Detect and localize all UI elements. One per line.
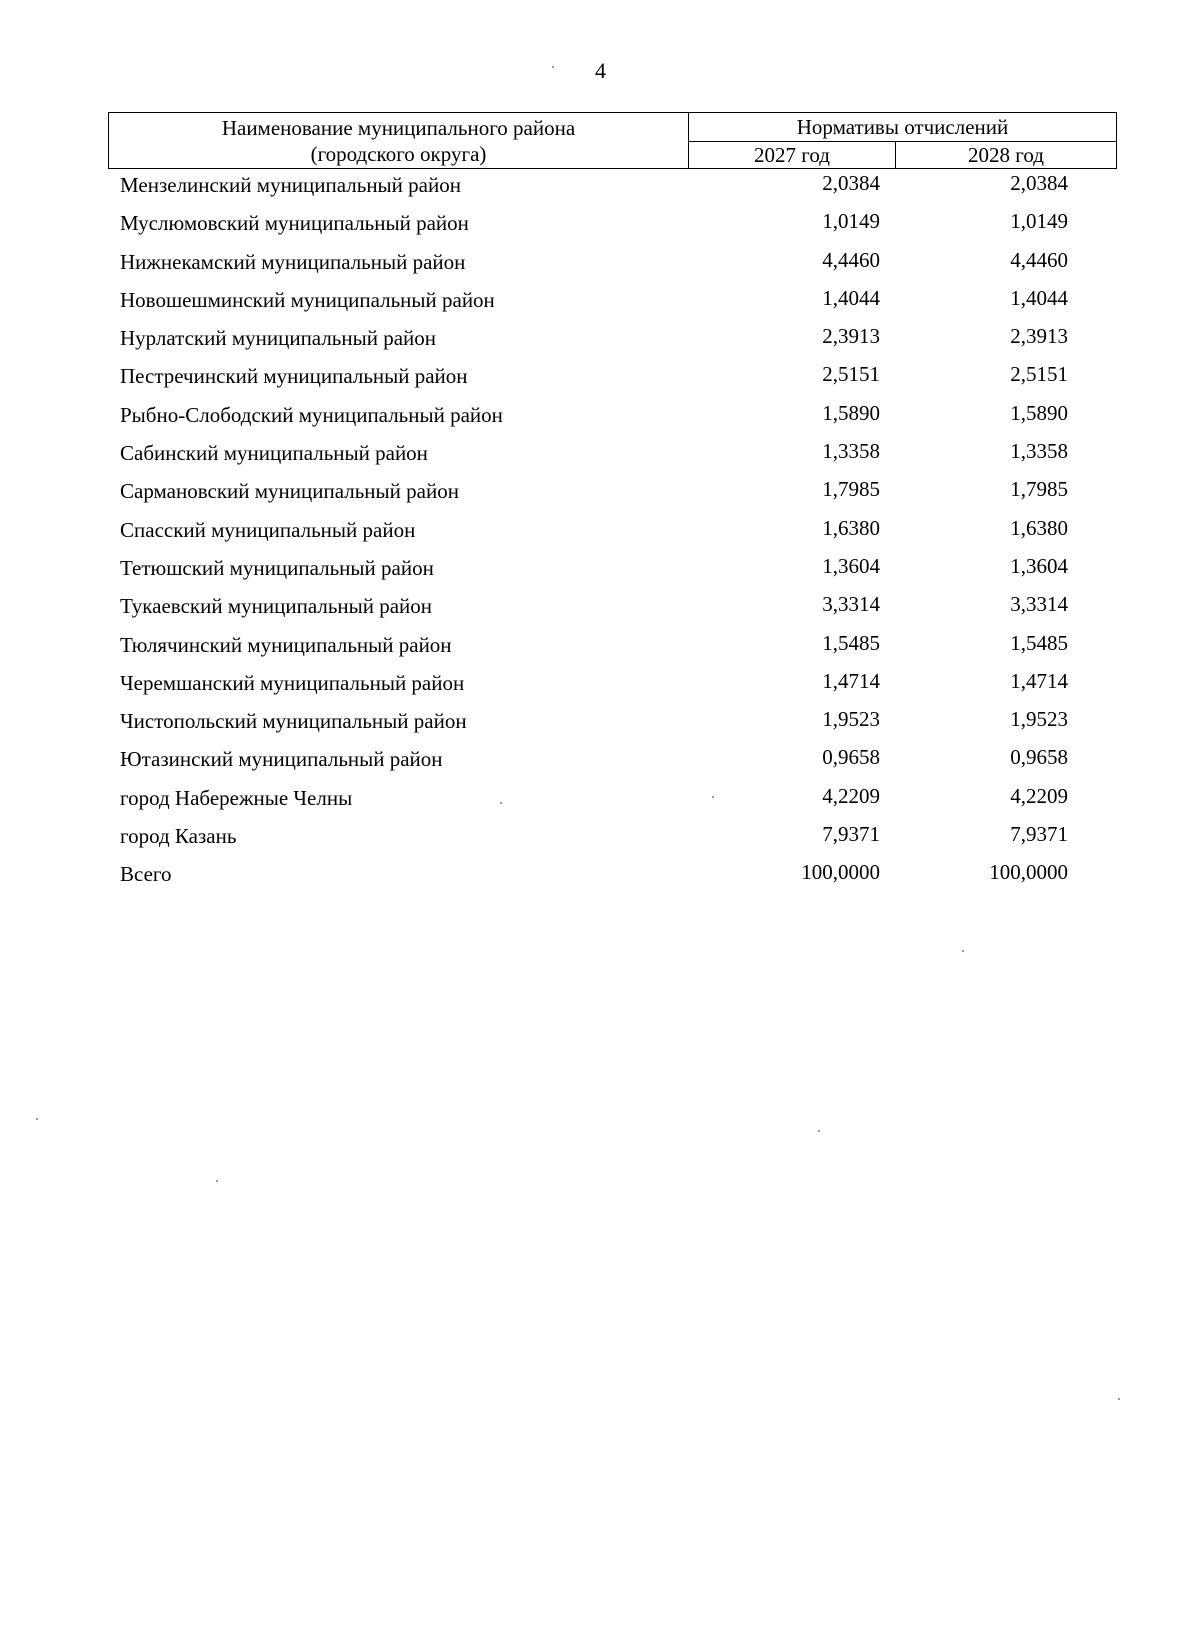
scan-speck [36,1118,38,1120]
row-value-2027: 1,0149 [822,209,880,234]
table-body [108,170,1116,898]
row-value-2028: 4,2209 [1010,783,1068,808]
row-name: Всего [120,862,172,887]
row-value-2028: 0,9658 [1010,745,1068,770]
scan-speck [216,1180,218,1182]
row-name: город Набережные Челны [120,785,353,810]
row-value-2027: 1,6380 [822,515,880,540]
scan-speck [962,950,964,952]
row-value-2028: 1,3604 [1010,553,1068,578]
row-name: Рыбно-Слободский муниципальный район [120,402,503,427]
table-row [108,821,1116,859]
table-row [108,668,1116,706]
row-value-2028: 2,5151 [1010,362,1068,387]
table-row [108,783,1116,821]
row-value-2028: 1,6380 [1010,515,1068,540]
row-name: Пестречинский муниципальный район [120,364,468,389]
table-row [108,438,1116,476]
row-value-2027: 100,0000 [801,860,880,885]
scan-speck [818,1130,820,1132]
row-name: Тетюшский муниципальный район [120,555,434,580]
row-value-2027: 1,4044 [822,285,880,310]
row-name: Новошешминский муниципальный район [120,287,495,312]
row-name: Черемшанский муниципальный район [120,670,465,695]
row-value-2028: 1,5485 [1010,630,1068,655]
table-row [108,630,1116,668]
table-row [108,208,1116,246]
row-name: Сармановский муниципальный район [120,479,459,504]
row-value-2027: 7,9371 [822,822,880,847]
row-value-2027: 1,9523 [822,707,880,732]
row-name: Спасский муниципальный район [120,517,416,542]
header-year-2027: 2027 год [689,142,896,169]
row-value-2027: 3,3314 [822,592,880,617]
table-row [108,323,1116,361]
row-name: Нижнекамский муниципальный район [120,249,466,274]
row-value-2027: 4,4460 [822,247,880,272]
row-value-2028: 1,9523 [1010,707,1068,732]
row-name: Ютазинский муниципальный район [120,747,443,772]
page-number: 4 [595,58,606,83]
table-row [108,476,1116,514]
scan-speck [1118,1398,1120,1400]
row-name: город Казань [120,824,237,849]
header-name-column [109,113,689,169]
table-row [108,744,1116,782]
table-header [108,112,1117,169]
table-row [108,515,1116,553]
row-name: Мензелинский муниципальный район [120,173,461,197]
row-value-2028: 1,5890 [1010,400,1068,425]
row-value-2028: 1,4044 [1010,285,1068,310]
table-row [108,553,1116,591]
table-row [108,247,1116,285]
row-value-2028: 1,0149 [1010,209,1068,234]
row-value-2028: 3,3314 [1010,592,1068,617]
row-value-2027: 1,3358 [822,439,880,464]
header-norms-group: Нормативы отчислений [689,113,1117,142]
header-name-line1: Наименование муниципального района [221,115,576,140]
row-value-2028: 4,4460 [1010,247,1068,272]
row-name: Чистопольский муниципальный район [120,709,467,734]
table-row [108,706,1116,744]
row-value-2027: 1,3604 [822,553,880,578]
row-value-2028: 100,0000 [989,860,1068,885]
row-name: Тукаевский муниципальный район [120,594,433,619]
row-value-2027: 4,2209 [822,783,880,808]
row-value-2027: 2,5151 [822,362,880,387]
table-row [108,400,1116,438]
header-name-line2: (городского округа) [310,141,487,166]
table-row-total [108,859,1116,897]
row-name: Нурлатский муниципальный район [120,326,437,351]
scan-speck [712,796,714,798]
row-value-2027: 2,3913 [822,324,880,349]
row-value-2028: 1,3358 [1010,439,1068,464]
row-name: Тюлячинский муниципальный район [120,632,452,657]
row-value-2027: 2,0384 [822,171,880,195]
table-row [108,285,1116,323]
row-value-2027: 1,7985 [822,477,880,502]
row-value-2028: 2,3913 [1010,324,1068,349]
row-value-2028: 2,0384 [1010,171,1068,195]
row-value-2027: 0,9658 [822,745,880,770]
row-name: Муслюмовский муниципальный район [120,211,469,236]
row-value-2028: 1,7985 [1010,477,1068,502]
row-value-2027: 1,5890 [822,400,880,425]
table-row [108,170,1116,208]
row-value-2028: 7,9371 [1010,822,1068,847]
scan-speck [500,802,502,804]
table-row [108,361,1116,399]
row-name: Сабинский муниципальный район [120,441,428,466]
row-value-2027: 1,4714 [822,668,880,693]
table-row [108,591,1116,629]
row-value-2027: 1,5485 [822,630,880,655]
row-value-2028: 1,4714 [1010,668,1068,693]
scan-speck [552,66,554,68]
header-year-2028: 2028 год [896,142,1117,169]
